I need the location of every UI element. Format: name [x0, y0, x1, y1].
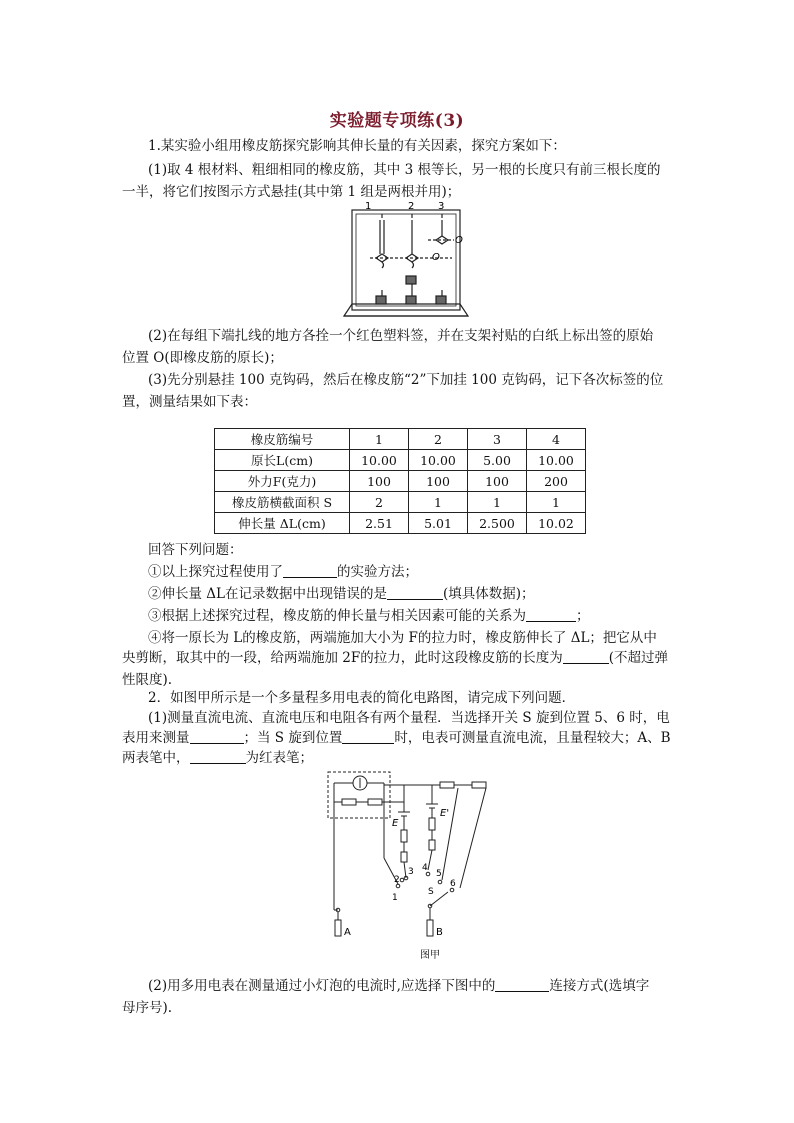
q1-step3-line2: 置，测量结果如下表： — [122, 394, 257, 410]
q1-question-4-line2 — [122, 648, 682, 668]
q1-answer-intro: 回答下列问题： — [148, 542, 243, 558]
q1-question-4-line1: ④将一原长为 L的橡皮筋，两端施加大小为 F的拉力时，橡皮筋伸长了 ΔL；把它从中 — [148, 630, 657, 646]
table-cell: 2.500 — [468, 513, 527, 534]
q2-part2-text: (2)用多用电表在测量通过小灯泡的电流时,应选择下图中的 — [148, 978, 496, 994]
q2-part1-line3 — [122, 748, 682, 768]
table-row — [215, 471, 586, 492]
table-row — [215, 513, 586, 534]
multimeter-circuit-diagram — [322, 770, 502, 966]
circuit-label-s: S — [428, 887, 434, 897]
table-cell: 5.01 — [409, 513, 468, 534]
page-title: 实验题专项练(3) — [329, 111, 465, 131]
table-row-label: 橡皮筋横截面积 S — [215, 492, 350, 513]
table-cell: 1 — [409, 492, 468, 513]
answer-blank[interactable] — [526, 607, 576, 622]
q2-part1-mid: ；当 S 旋到位置 — [243, 730, 343, 746]
q2-part1-c-text: 两表笔中， — [122, 750, 190, 766]
q1-question-3-end: ； — [576, 608, 590, 624]
figure-label-o-lower: O — [432, 252, 440, 263]
q2-part1-text: 表用来测量 — [122, 730, 190, 746]
q1-question-4-line3: 性限度). — [122, 672, 173, 688]
answer-blank[interactable] — [387, 585, 443, 600]
q1-question-2 — [148, 584, 708, 604]
q2-part1-line1: (1)测量直流电流、直流电压和电阻各有两个量程．当选择开关 S 旋到位置 5、6 时，电 — [148, 710, 670, 726]
circuit-label-e: E — [392, 818, 399, 829]
q1-question-1-end: 的实验方法； — [337, 564, 418, 580]
q1-step1-line2: 一半，将它们按图示方式悬挂(其中第 1 组是两根并用)； — [122, 184, 461, 200]
q1-question-1-text: ①以上探究过程使用了 — [148, 564, 283, 580]
figure-label-1: 1 — [365, 201, 372, 212]
circuit-label-b: B — [436, 927, 443, 938]
q2-part2-line1 — [148, 976, 708, 996]
table-cell: 1 — [468, 492, 527, 513]
circuit-label-5: 5 — [436, 869, 442, 879]
table-cell: 100 — [350, 471, 409, 492]
figure-label-3: 3 — [438, 201, 445, 212]
q1-question-4-end: (不超过弹 — [608, 650, 669, 666]
q2-part1-end: 时，电表可测量直流电流，且量程较大；A、B — [394, 730, 671, 746]
table-row-label: 外力F(克力) — [215, 471, 350, 492]
table-body — [215, 429, 586, 534]
q2-intro: 2．如图甲所示是一个多量程多用电表的简化电路图，请完成下列问题． — [148, 690, 576, 706]
q1-question-3-text: ③根据上述探究过程，橡皮筋的伸长量与相关因素可能的关系为 — [148, 608, 526, 624]
answer-blank[interactable] — [342, 729, 394, 744]
answer-blank[interactable] — [190, 729, 244, 744]
table-row — [215, 492, 586, 513]
q1-step2-line2: 位置 O(即橡皮筋的原长)； — [122, 350, 283, 366]
circuit-label-1: 1 — [392, 893, 398, 903]
table-cell: 3 — [468, 429, 527, 450]
table-row — [215, 429, 586, 450]
answer-blank[interactable] — [563, 649, 609, 664]
answer-blank[interactable] — [283, 563, 337, 578]
table-row-label: 橡皮筋编号 — [215, 429, 350, 450]
table-row-label: 伸长量 ΔL(cm) — [215, 513, 350, 534]
q1-intro: 1.某实验小组用橡皮筋探究影响其伸长量的有关因素，探究方案如下： — [148, 138, 566, 154]
q1-question-4-text: 央剪断，取其中的一段，给两端施加 2F的拉力，此时这段橡皮筋的长度为 — [122, 650, 563, 666]
table-cell: 5.00 — [468, 450, 527, 471]
table-cell: 2 — [409, 429, 468, 450]
q1-question-3 — [148, 606, 708, 626]
table-row-label: 原长L(cm) — [215, 450, 350, 471]
answer-blank[interactable] — [190, 749, 246, 764]
table-cell: 10.00 — [409, 450, 468, 471]
circuit-label-3: 3 — [408, 867, 414, 877]
table-cell: 1 — [527, 492, 586, 513]
q2-part2-line2: 母序号). — [122, 1000, 173, 1016]
table-cell: 2 — [350, 492, 409, 513]
answer-blank[interactable] — [495, 977, 549, 992]
rubber-band-figure — [340, 198, 480, 323]
q1-step3-line1: (3)先分别悬挂 100 克钩码，然后在橡皮筋“2”下加挂 100 克钩码，记下各次标签的位 — [148, 372, 664, 388]
q2-part1-line2 — [122, 728, 682, 748]
q1-question-2-end: (填具体数据)； — [443, 586, 535, 602]
circuit-label-6: 6 — [450, 879, 456, 889]
circuit-label-a: A — [344, 927, 351, 938]
figure-label-o-upper: O — [455, 235, 463, 246]
q2-part1-c-end: 为红表笔； — [245, 750, 313, 766]
table-row — [215, 450, 586, 471]
table-cell: 10.00 — [350, 450, 409, 471]
q1-step1-line1: (1)取 4 根材料、粗细相同的橡皮筋，其中 3 根等长，另一根的长度只有前三根长度的 — [148, 162, 661, 178]
table-cell: 10.02 — [527, 513, 586, 534]
table-cell: 10.00 — [527, 450, 586, 471]
rubber-band-table — [214, 428, 586, 534]
q2-part2-end: 连接方式(选填字 — [549, 978, 650, 994]
circuit-label-2: 2 — [394, 875, 400, 885]
table-cell: 1 — [350, 429, 409, 450]
figure-caption: 图甲 — [420, 950, 440, 961]
figure-label-2: 2 — [408, 201, 415, 212]
table-cell: 100 — [468, 471, 527, 492]
table-cell: 2.51 — [350, 513, 409, 534]
circuit-label-4: 4 — [422, 863, 428, 873]
circuit-label-e-prime: E' — [440, 808, 450, 819]
table-cell: 100 — [409, 471, 468, 492]
q1-question-2-text: ②伸长量 ΔL在记录数据中出现错误的是 — [148, 586, 388, 602]
table-cell: 200 — [527, 471, 586, 492]
table-cell: 4 — [527, 429, 586, 450]
q1-step2-line1: (2)在每组下端扎线的地方各拴一个红色塑料签，并在支架衬贴的白纸上标出签的原始 — [148, 328, 654, 344]
q1-question-1 — [148, 562, 708, 582]
